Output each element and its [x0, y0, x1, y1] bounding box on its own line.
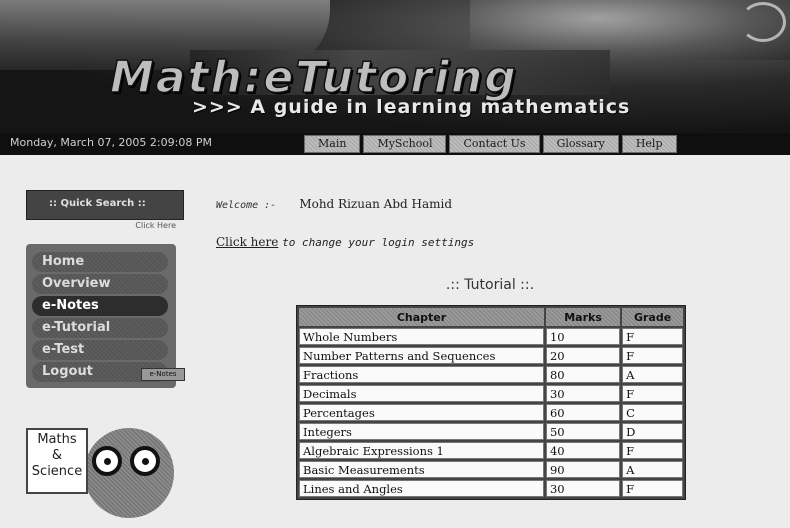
tutorial-title: .:: Tutorial ::.	[445, 277, 535, 293]
table-row	[299, 366, 683, 383]
cell-grade: F	[622, 480, 683, 497]
sidebar-item-home[interactable]: Home	[32, 252, 168, 272]
quick-search-label: :: Quick Search ::	[49, 198, 146, 209]
cell-chapter: Number Patterns and Sequences	[299, 347, 544, 364]
login-settings-text: to change your login settings	[282, 236, 475, 249]
cell-chapter: Fractions	[299, 366, 544, 383]
sidebar-item-e-tutorial[interactable]: e-Tutorial	[32, 318, 168, 338]
cell-marks: 10	[546, 328, 620, 345]
cartoon-sign-line: Science	[31, 464, 83, 479]
new-badge: e-Notes	[141, 368, 185, 381]
cell-chapter: Algebraic Expressions 1	[299, 442, 544, 459]
swirl-icon	[740, 2, 786, 42]
table-row	[299, 461, 683, 478]
top-navbar	[0, 133, 790, 155]
cell-marks: 30	[546, 385, 620, 402]
cell-chapter: Percentages	[299, 404, 544, 421]
table-row	[299, 442, 683, 459]
tutorial-heading-row	[0, 277, 790, 293]
cell-marks: 80	[546, 366, 620, 383]
cell-marks: 20	[546, 347, 620, 364]
cartoon-sign-line: &	[51, 448, 63, 463]
cell-grade: F	[622, 347, 683, 364]
column-header-marks: Marks	[546, 308, 620, 326]
cell-chapter: Lines and Angles	[299, 480, 544, 497]
maths-science-cartoon	[26, 428, 176, 528]
table-row	[299, 385, 683, 402]
nav-item-glossary[interactable]: Glossary	[543, 135, 619, 153]
sidebar-item-overview[interactable]: Overview	[32, 274, 168, 294]
site-banner	[0, 0, 790, 133]
current-datetime: Monday, March 07, 2005 2:09:08 PM	[10, 136, 212, 149]
quick-search-box[interactable]	[26, 190, 184, 220]
cell-marks: 90	[546, 461, 620, 478]
cell-grade: F	[622, 385, 683, 402]
nav-item-main[interactable]: Main	[304, 135, 360, 153]
welcome-label: Welcome :-	[216, 200, 277, 211]
table-row	[299, 480, 683, 497]
sidebar-item-logout[interactable]: Logout	[32, 362, 168, 382]
cell-marks: 30	[546, 480, 620, 497]
sidebar-item-e-test[interactable]: e-Test	[32, 340, 168, 360]
cell-marks: 40	[546, 442, 620, 459]
change-login-settings-link[interactable]: Click here	[216, 235, 279, 249]
nav-item-myschool[interactable]: MySchool	[363, 135, 446, 153]
cell-marks: 50	[546, 423, 620, 440]
user-name: Mohd Rizuan Abd Hamid	[299, 197, 453, 211]
cell-marks: 60	[546, 404, 620, 421]
table-row	[299, 423, 683, 440]
login-settings-row	[216, 235, 474, 249]
nav-menu	[304, 135, 680, 153]
column-header-grade: Grade	[622, 308, 683, 326]
nav-item-help[interactable]: Help	[622, 135, 677, 153]
table-row	[299, 404, 683, 421]
cartoon-sign-line: Maths	[37, 432, 77, 447]
site-tagline: >>> A guide in learning mathematics	[192, 96, 631, 118]
cell-grade: D	[622, 423, 683, 440]
column-header-chapter: Chapter	[299, 308, 544, 326]
table-row	[299, 347, 683, 364]
cell-chapter: Whole Numbers	[299, 328, 544, 345]
cartoon-character	[84, 428, 174, 518]
cell-grade: A	[622, 366, 683, 383]
sidebar-item-e-notes[interactable]: e-Notes	[32, 296, 168, 316]
cell-grade: A	[622, 461, 683, 478]
site-logo-title: Math:eTutoring	[110, 52, 518, 103]
welcome-row	[216, 193, 452, 212]
sidebar-menu	[26, 244, 176, 388]
cell-grade: F	[622, 328, 683, 345]
cell-chapter: Decimals	[299, 385, 544, 402]
nav-item-contact-us[interactable]: Contact Us	[449, 135, 539, 153]
table-row	[299, 328, 683, 345]
table-header-row	[299, 308, 683, 326]
cell-chapter: Basic Measurements	[299, 461, 544, 478]
quick-search-go-link[interactable]: Click Here	[135, 221, 176, 230]
cell-grade: F	[622, 442, 683, 459]
tutorial-results-table	[296, 305, 686, 500]
cell-chapter: Integers	[299, 423, 544, 440]
cell-grade: C	[622, 404, 683, 421]
cartoon-sign	[26, 428, 88, 494]
